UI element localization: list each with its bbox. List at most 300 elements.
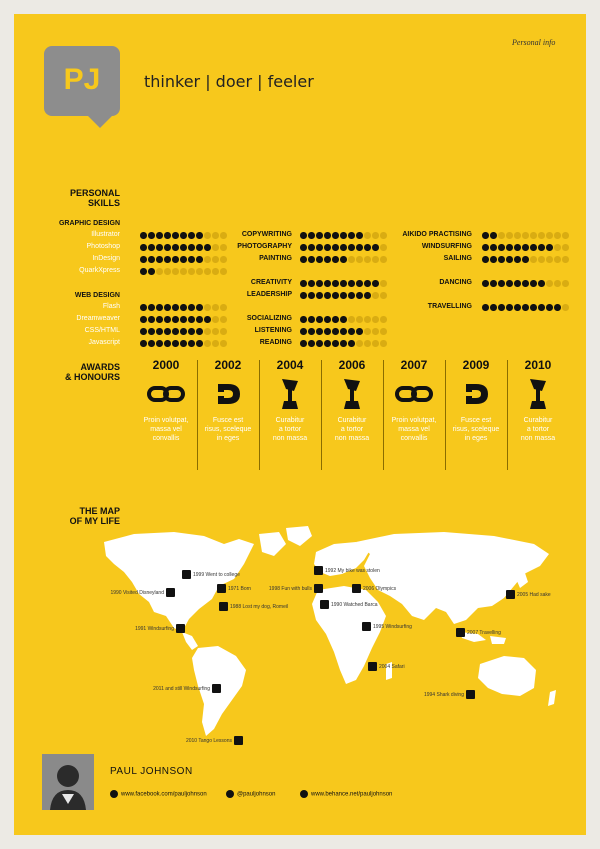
rating-dot-filled <box>522 244 529 251</box>
award-description <box>198 416 258 443</box>
football-icon[interactable] <box>320 600 329 609</box>
award-item <box>508 358 568 443</box>
rating-dot-filled <box>490 280 497 287</box>
award-item <box>384 358 444 443</box>
rating-dot-empty <box>204 304 211 311</box>
rating-dot-filled <box>156 232 163 239</box>
rating-dot-empty <box>364 328 371 335</box>
rating-dot-empty <box>506 232 513 239</box>
rating-dot-filled <box>482 232 489 239</box>
rating-dot-filled <box>140 256 147 263</box>
trophy-icon <box>322 372 382 416</box>
rating-dot-filled <box>514 304 521 311</box>
rating-dot-filled <box>340 244 347 251</box>
award-description-line: Curabitur <box>523 417 553 424</box>
graphic-design-title: GRAPHIC DESIGN <box>58 220 120 227</box>
rating-dot-filled <box>156 244 163 251</box>
map-pin-label: 1988 Lost my dog, Romeil <box>230 604 289 610</box>
rating-dot-filled <box>156 304 163 311</box>
facebook-link[interactable] <box>110 790 207 798</box>
rating-dot-filled <box>300 316 307 323</box>
d-logo-icon <box>198 372 258 416</box>
map-heading-line1: THE MAP <box>79 506 120 516</box>
rating-dot-filled <box>340 292 347 299</box>
skills-heading-line2: SKILLS <box>87 198 120 208</box>
rating-dot-filled <box>308 232 315 239</box>
map-pin-label: 1995 Windsurfing <box>373 624 412 630</box>
windsurf-icon[interactable] <box>362 622 371 631</box>
dance-icon[interactable] <box>234 736 243 745</box>
skill-label-illustrator: Illustrator <box>91 231 120 238</box>
rating-dot-filled <box>140 340 147 347</box>
rating-dot-empty <box>514 232 521 239</box>
rating-dot-filled <box>356 328 363 335</box>
rating-dot-filled <box>148 340 155 347</box>
award-description <box>322 416 382 443</box>
rating-dot-filled <box>316 316 323 323</box>
resume-page <box>14 14 586 835</box>
rating-dot-filled <box>348 340 355 347</box>
rating-dot-empty <box>356 316 363 323</box>
rating-dot-empty <box>498 232 505 239</box>
award-description-line: risus, sceleque <box>204 426 252 433</box>
rating-dot-filled <box>316 292 323 299</box>
rating-dot-filled <box>140 244 147 251</box>
award-description <box>446 416 506 443</box>
bike-icon[interactable] <box>314 566 323 575</box>
rating-dot-empty <box>538 256 545 263</box>
rating-dot-filled <box>316 280 323 287</box>
rating-dot-filled <box>140 268 147 275</box>
rating-dot-filled <box>300 280 307 287</box>
rating-dot-filled <box>514 280 521 287</box>
rating-dot-empty <box>156 268 163 275</box>
skill-label-dancing: DANCING <box>439 279 472 286</box>
logo-initials: PJ <box>63 63 101 96</box>
skill-rating <box>482 280 570 288</box>
skill-label-aikido: AIKIDO PRACTISING <box>402 231 472 238</box>
rating-dot-filled <box>498 256 505 263</box>
rating-dot-empty <box>554 280 561 287</box>
award-item <box>322 358 382 443</box>
rating-dot-filled <box>490 244 497 251</box>
twitter-icon <box>226 790 234 798</box>
tagline: thinker | doer | feeler <box>144 72 314 91</box>
award-divider <box>445 360 446 470</box>
rating-dot-filled <box>140 304 147 311</box>
map-pin-label: 2004 Safari <box>379 664 405 670</box>
rating-dot-filled <box>340 340 347 347</box>
map-pin-label: 1992 My bike was stolen <box>325 568 380 574</box>
award-description-line: in eges <box>464 435 488 442</box>
award-divider <box>321 360 322 470</box>
behance-url: www.behance.net/pauljohnson <box>311 791 393 798</box>
skill-label-photoshop: Photoshop <box>86 243 120 250</box>
rating-dot-filled <box>332 280 339 287</box>
rating-dot-filled <box>308 244 315 251</box>
map-pin-label: 2006 Olympics <box>363 586 397 592</box>
corner-label: Personal info <box>512 38 556 47</box>
skill-label-socializing: SOCIALIZING <box>246 315 292 322</box>
map-pin-label: 1991 Windsurfing <box>135 626 174 632</box>
rating-dot-filled <box>156 340 163 347</box>
skill-label-dreamweaver: Dreamweaver <box>76 315 120 322</box>
rating-dot-filled <box>332 256 339 263</box>
rating-dot-filled <box>332 328 339 335</box>
rating-dot-empty <box>538 232 545 239</box>
map-pin-label: 1998 Fun with bulls <box>268 586 312 592</box>
map-pin-label: 2005 Had sake <box>517 592 551 598</box>
rating-dot-filled <box>316 244 323 251</box>
rating-dot-filled <box>340 256 347 263</box>
rating-dot-filled <box>300 244 307 251</box>
award-description <box>260 416 320 443</box>
rating-dot-filled <box>482 280 489 287</box>
rating-dot-filled <box>148 232 155 239</box>
rating-dot-filled <box>332 292 339 299</box>
skill-rating <box>300 328 388 336</box>
skill-label-creativity: CREATIVITY <box>250 279 292 286</box>
map-pin-label: 2011 and still Windsurfing <box>153 686 210 692</box>
rating-dot-filled <box>300 292 307 299</box>
travel-icon[interactable] <box>456 628 465 637</box>
rating-dot-filled <box>490 304 497 311</box>
rating-dot-empty <box>546 256 553 263</box>
rating-dot-filled <box>332 244 339 251</box>
web-design-title: WEB DESIGN <box>74 292 120 299</box>
rating-dot-empty <box>546 232 553 239</box>
rating-dot-empty <box>530 256 537 263</box>
rating-dot-filled <box>482 244 489 251</box>
rating-dot-filled <box>498 304 505 311</box>
map-pin-label: 1994 Shark diving <box>423 692 464 698</box>
rating-dot-empty <box>562 244 569 251</box>
rating-dot-filled <box>308 256 315 263</box>
map-pin-label: 1971 Born <box>228 586 252 592</box>
shark-icon[interactable] <box>466 690 475 699</box>
map-pin-label: 1999 Went to college <box>193 572 240 578</box>
awards-heading-line1: AWARDS <box>80 362 120 372</box>
award-description-line: a tortor <box>340 426 364 433</box>
twitter-link[interactable] <box>226 790 275 798</box>
skill-label-windsurfing: WINDSURFING <box>421 243 472 250</box>
skills-heading <box>44 188 120 208</box>
skill-label-copywriting: COPYWRITING <box>241 231 292 238</box>
logo-badge-tail <box>86 114 114 128</box>
rating-dot-empty <box>546 280 553 287</box>
rating-dot-filled <box>324 280 331 287</box>
award-year: 2010 <box>524 358 552 372</box>
rating-dot-empty <box>372 328 379 335</box>
rating-dot-filled <box>308 340 315 347</box>
rating-dot-filled <box>498 280 505 287</box>
award-description-line: risus, sceleque <box>452 426 500 433</box>
award-item <box>136 358 196 443</box>
rating-dot-filled <box>148 316 155 323</box>
rating-dot-filled <box>538 304 545 311</box>
rating-dot-filled <box>164 316 171 323</box>
rating-dot-filled <box>514 244 521 251</box>
rating-dot-empty <box>380 292 387 299</box>
rating-dot-filled <box>140 316 147 323</box>
rating-dot-filled <box>554 304 561 311</box>
award-item <box>198 358 258 443</box>
rating-dot-filled <box>522 304 529 311</box>
award-description-line: Proin volutpat, <box>143 417 189 424</box>
rating-dot-filled <box>332 232 339 239</box>
skill-label-photography: PHOTOGRAPHY <box>237 243 292 250</box>
rating-dot-filled <box>324 292 331 299</box>
skill-label-painting: PAINTING <box>259 255 292 262</box>
awards-heading <box>44 362 120 382</box>
map-pin-label: 1990 Visited Disneyland <box>110 590 164 596</box>
rating-dot-empty <box>562 280 569 287</box>
rating-dot-empty <box>554 244 561 251</box>
rating-dot-filled <box>164 232 171 239</box>
trophy-icon <box>508 372 568 416</box>
award-description-line: Proin volutpat, <box>391 417 437 424</box>
award-description-line: massa vel <box>398 426 430 433</box>
skill-label-javascript: Javascript <box>88 339 120 346</box>
skill-rating <box>482 244 570 252</box>
rating-dot-filled <box>324 232 331 239</box>
award-year: 2000 <box>152 358 180 372</box>
chain-icon <box>136 372 196 416</box>
castle-icon[interactable] <box>166 588 175 597</box>
rating-dot-filled <box>340 316 347 323</box>
windsurf-icon[interactable] <box>212 684 221 693</box>
award-description-line: Fusce est <box>212 417 244 424</box>
rating-dot-filled <box>356 292 363 299</box>
rating-dot-filled <box>498 244 505 251</box>
rating-dot-filled <box>308 280 315 287</box>
dog-icon[interactable] <box>219 602 228 611</box>
award-description <box>508 416 568 443</box>
rating-dot-filled <box>308 316 315 323</box>
award-description-line: convallis <box>152 435 180 442</box>
rating-dot-empty <box>522 232 529 239</box>
bull-icon[interactable] <box>314 584 323 593</box>
facebook-url: www.facebook.com/pauljohnson <box>121 791 207 798</box>
rating-dot-filled <box>538 244 545 251</box>
rating-dot-empty <box>164 268 171 275</box>
award-description-line: Fusce est <box>460 417 492 424</box>
rating-dot-empty <box>372 340 379 347</box>
award-description-line: non massa <box>520 435 556 442</box>
skill-label-css-html: CSS/HTML <box>84 327 120 334</box>
skill-label-travelling: TRAVELLING <box>427 303 472 310</box>
award-description-line: non massa <box>334 435 370 442</box>
rating-dot-filled <box>164 304 171 311</box>
rating-dot-filled <box>308 292 315 299</box>
rating-dot-empty <box>204 268 211 275</box>
rating-dot-filled <box>506 256 513 263</box>
skill-rating <box>482 232 570 240</box>
behance-link[interactable] <box>300 790 392 798</box>
rating-dot-filled <box>530 280 537 287</box>
rating-dot-empty <box>380 340 387 347</box>
rating-dot-empty <box>530 232 537 239</box>
skill-label-listening: LISTENING <box>254 327 292 334</box>
rating-dot-filled <box>340 328 347 335</box>
rating-dot-empty <box>554 256 561 263</box>
rating-dot-filled <box>300 232 307 239</box>
rating-dot-filled <box>546 244 553 251</box>
rating-dot-filled <box>490 232 497 239</box>
rating-dot-empty <box>372 316 379 323</box>
skill-rating <box>140 268 228 276</box>
rating-dot-filled <box>188 304 195 311</box>
rating-dot-filled <box>316 328 323 335</box>
award-divider <box>507 360 508 470</box>
rating-dot-filled <box>324 316 331 323</box>
skill-label-reading: READING <box>259 339 292 346</box>
skill-rating <box>300 316 388 324</box>
rating-dot-filled <box>300 256 307 263</box>
rating-dot-empty <box>554 232 561 239</box>
rating-dot-filled <box>324 340 331 347</box>
profile-name: PAUL JOHNSON <box>110 766 193 777</box>
map-pin-label: 2007 Travelling <box>467 630 501 636</box>
award-description-line: non massa <box>272 435 308 442</box>
rating-dot-filled <box>300 340 307 347</box>
rating-dot-filled <box>300 328 307 335</box>
award-item <box>446 358 506 443</box>
rating-dot-filled <box>156 316 163 323</box>
rating-dot-filled <box>164 256 171 263</box>
safari-icon[interactable] <box>368 662 377 671</box>
facebook-icon <box>110 790 118 798</box>
rating-dot-empty <box>180 268 187 275</box>
award-description-line: a tortor <box>278 426 302 433</box>
skill-label-quarkxpress: QuarkXpress <box>79 267 120 274</box>
profile-silhouette-icon <box>42 754 94 810</box>
rating-dot-filled <box>148 304 155 311</box>
rating-dot-empty <box>172 268 179 275</box>
d-logo-icon <box>446 372 506 416</box>
rating-dot-filled <box>196 304 203 311</box>
rating-dot-filled <box>140 328 147 335</box>
rating-dot-filled <box>324 244 331 251</box>
rating-dot-filled <box>506 304 513 311</box>
rating-dot-filled <box>316 340 323 347</box>
award-description-line: a tortor <box>526 426 550 433</box>
rating-dot-empty <box>212 268 219 275</box>
rating-dot-filled <box>332 340 339 347</box>
map-heading-line2: OF MY LIFE <box>69 516 120 526</box>
rating-dot-filled <box>340 280 347 287</box>
rating-dot-filled <box>506 244 513 251</box>
rating-dot-filled <box>172 304 179 311</box>
sake-icon[interactable] <box>506 590 515 599</box>
rating-dot-empty <box>562 304 569 311</box>
rating-dot-filled <box>148 328 155 335</box>
twitter-handle: @pauljohnson <box>237 791 276 798</box>
rating-dot-filled <box>364 292 371 299</box>
rating-dot-filled <box>530 304 537 311</box>
award-year: 2007 <box>400 358 428 372</box>
skill-rating <box>140 304 228 312</box>
rating-dot-empty <box>364 316 371 323</box>
heart-icon[interactable] <box>217 584 226 593</box>
skill-label-indesign: InDesign <box>92 255 120 262</box>
rating-dot-filled <box>164 328 171 335</box>
rating-dot-filled <box>308 328 315 335</box>
behance-icon <box>300 790 308 798</box>
rating-dot-filled <box>332 316 339 323</box>
rating-dot-filled <box>164 244 171 251</box>
award-year: 2002 <box>214 358 242 372</box>
award-description-line: Curabitur <box>275 417 305 424</box>
rating-dot-filled <box>348 292 355 299</box>
skill-rating <box>300 292 388 300</box>
rating-dot-filled <box>538 280 545 287</box>
map-pin-label: 2010 Tango Lessons <box>185 738 232 744</box>
rating-dot-empty <box>562 232 569 239</box>
rating-dot-filled <box>522 256 529 263</box>
rating-dot-filled <box>156 256 163 263</box>
rating-dot-filled <box>530 244 537 251</box>
map-pin-label: 1990 Watched Barca <box>331 602 378 608</box>
rating-dot-filled <box>506 280 513 287</box>
award-year: 2006 <box>338 358 366 372</box>
rating-dot-empty <box>380 328 387 335</box>
olympics-icon[interactable] <box>352 584 361 593</box>
award-description-line: in eges <box>216 435 240 442</box>
rating-dot-empty <box>348 316 355 323</box>
award-description <box>136 416 196 443</box>
windsurf-icon[interactable] <box>176 624 185 633</box>
skill-label-flash: Flash <box>102 303 120 310</box>
skill-rating <box>482 304 570 312</box>
award-description <box>384 416 444 443</box>
rating-dot-empty <box>196 268 203 275</box>
rating-dot-filled <box>546 304 553 311</box>
skill-rating <box>482 256 570 264</box>
rating-dot-filled <box>324 256 331 263</box>
rating-dot-filled <box>482 304 489 311</box>
college-icon[interactable] <box>182 570 191 579</box>
award-divider <box>259 360 260 470</box>
award-divider <box>197 360 198 470</box>
award-year: 2009 <box>462 358 490 372</box>
rating-dot-filled <box>514 256 521 263</box>
rating-dot-empty <box>212 304 219 311</box>
rating-dot-filled <box>140 232 147 239</box>
rating-dot-filled <box>180 304 187 311</box>
rating-dot-empty <box>356 340 363 347</box>
award-item <box>260 358 320 443</box>
rating-dot-filled <box>316 232 323 239</box>
awards-heading-line2: & HONOURS <box>64 372 120 382</box>
rating-dot-filled <box>348 328 355 335</box>
award-description-line: Curabitur <box>337 417 367 424</box>
rating-dot-filled <box>148 256 155 263</box>
rating-dot-filled <box>148 244 155 251</box>
rating-dot-filled <box>316 256 323 263</box>
skill-label-leadership: LEADERSHIP <box>246 291 292 298</box>
rating-dot-empty <box>364 340 371 347</box>
rating-dot-filled <box>490 256 497 263</box>
rating-dot-filled <box>156 328 163 335</box>
profile-photo <box>42 754 94 810</box>
skill-rating <box>300 340 388 348</box>
rating-dot-empty <box>188 268 195 275</box>
chain-icon <box>384 372 444 416</box>
rating-dot-empty <box>220 268 227 275</box>
award-description-line: convallis <box>400 435 428 442</box>
rating-dot-filled <box>324 328 331 335</box>
